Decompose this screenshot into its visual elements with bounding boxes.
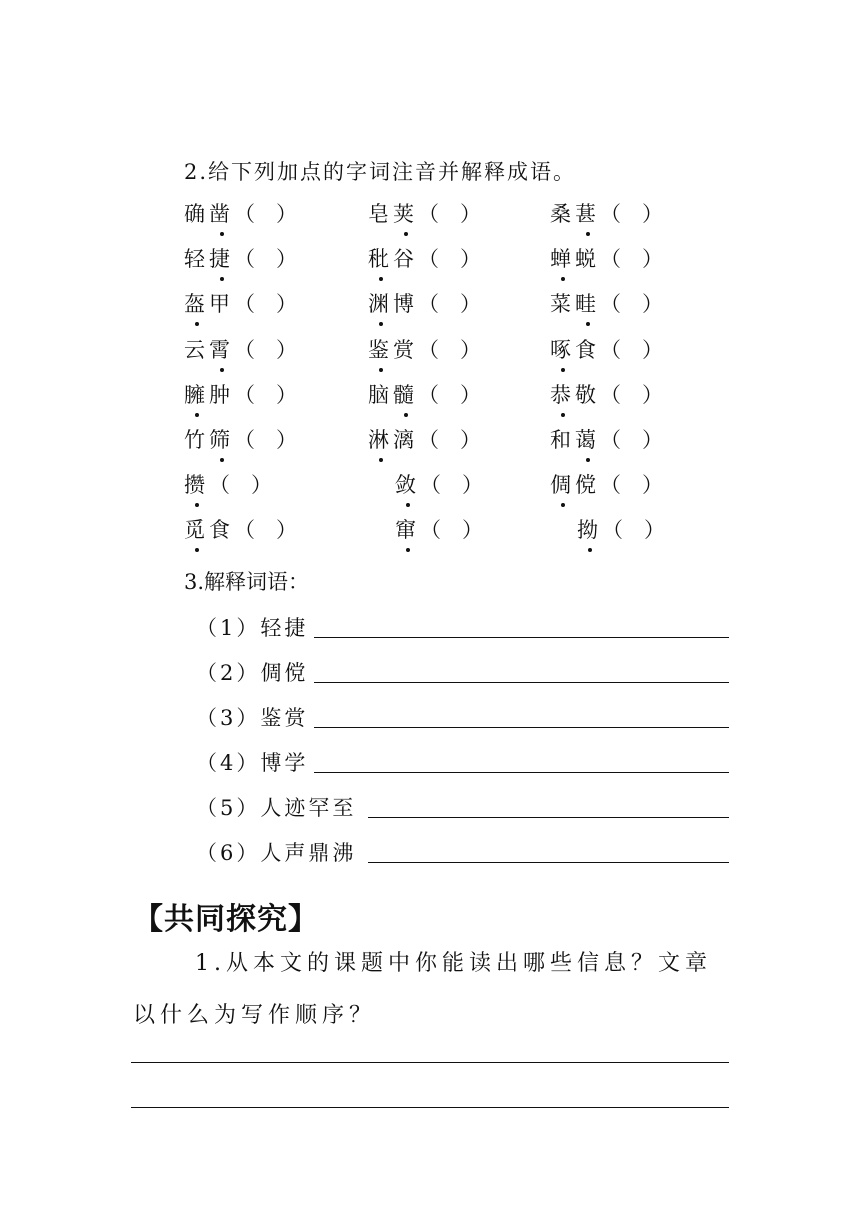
dotted-char: 啄 xyxy=(550,337,575,362)
word-char: 漓 xyxy=(393,428,418,452)
word-item xyxy=(184,288,297,318)
dotted-char: 捷 xyxy=(209,247,234,272)
dotted-char: 秕 xyxy=(368,247,393,272)
answer-line[interactable] xyxy=(314,637,729,638)
dotted-char: 蔼 xyxy=(575,428,600,452)
answer-paren[interactable]: （ ） xyxy=(234,202,297,226)
dotted-char: 倜 xyxy=(550,473,575,498)
answer-line[interactable] xyxy=(368,862,729,863)
answer-paren[interactable]: （ ） xyxy=(234,337,297,362)
dotted-char: 霄 xyxy=(209,337,234,362)
item-number: （3） xyxy=(196,706,261,730)
answer-paren[interactable]: （ ） xyxy=(234,247,297,272)
answer-paren[interactable]: （ ） xyxy=(209,473,272,498)
word-item xyxy=(577,514,665,544)
word-char: 食 xyxy=(209,518,234,543)
section2-title: 2.给下列加点的字词注音并解释成语。 xyxy=(184,160,577,184)
definition-item xyxy=(196,792,356,822)
word-item xyxy=(368,243,481,273)
question-text: 1.从本文的课题中你能读出哪些信息？文章以什么为写作顺序？ xyxy=(133,951,712,1028)
section3-title: 3.解释词语： xyxy=(184,570,310,594)
word-char: 赏 xyxy=(393,337,418,362)
answer-paren[interactable]: （ ） xyxy=(420,518,483,543)
word-char: 脑 xyxy=(368,382,393,407)
section-heading: 【共同探究】 xyxy=(133,902,319,937)
answer-paren[interactable]: （ ） xyxy=(600,428,663,452)
item-word: 轻捷 xyxy=(260,616,309,640)
item-word: 鉴赏 xyxy=(260,706,309,730)
word-char: 蜕 xyxy=(575,247,600,272)
answer-line[interactable] xyxy=(314,682,729,683)
dotted-char: 觅 xyxy=(184,518,209,543)
dotted-char: 凿 xyxy=(209,202,234,226)
dotted-char: 髓 xyxy=(393,382,418,407)
answer-paren[interactable]: （ ） xyxy=(234,382,297,407)
word-item xyxy=(395,469,483,499)
word-item xyxy=(184,514,297,544)
dotted-char: 畦 xyxy=(575,292,600,317)
word-item xyxy=(184,334,297,364)
item-number: （2） xyxy=(196,661,261,685)
word-item xyxy=(395,514,483,544)
word-char: 确 xyxy=(184,202,209,226)
answer-paren[interactable]: （ ） xyxy=(418,292,481,317)
answer-paren[interactable]: （ ） xyxy=(418,382,481,407)
definition-item xyxy=(196,612,308,642)
word-char: 云 xyxy=(184,337,209,362)
word-char: 和 xyxy=(550,428,575,452)
item-number: （4） xyxy=(196,751,261,775)
word-item xyxy=(368,288,481,318)
item-number: （5） xyxy=(196,796,261,820)
word-item xyxy=(184,424,297,454)
answer-paren[interactable]: （ ） xyxy=(602,518,665,543)
dotted-char: 敛 xyxy=(395,473,420,498)
word-char: 桑 xyxy=(550,202,575,226)
dotted-char: 渊 xyxy=(368,292,393,317)
definition-item xyxy=(196,837,356,867)
word-row xyxy=(0,288,860,328)
dotted-char: 臃 xyxy=(184,382,209,407)
dotted-char: 拗 xyxy=(577,518,602,543)
word-row xyxy=(0,469,860,509)
dotted-char: 蝉 xyxy=(550,247,575,272)
answer-line[interactable] xyxy=(368,817,729,818)
word-item xyxy=(368,424,481,454)
dotted-char: 葚 xyxy=(575,202,600,226)
word-item xyxy=(368,379,481,409)
word-row xyxy=(0,198,860,238)
answer-paren[interactable]: （ ） xyxy=(420,473,483,498)
answer-paren[interactable]: （ ） xyxy=(418,428,481,452)
word-item xyxy=(550,334,663,364)
word-char: 谷 xyxy=(393,247,418,272)
word-char: 皂 xyxy=(368,202,393,226)
word-char: 竹 xyxy=(184,428,209,452)
word-char: 甲 xyxy=(209,292,234,317)
word-item xyxy=(550,379,663,409)
word-row xyxy=(0,334,860,374)
word-item xyxy=(550,424,663,454)
answer-line[interactable] xyxy=(314,772,729,773)
word-item xyxy=(550,198,663,228)
answer-line[interactable] xyxy=(314,727,729,728)
answer-paren[interactable]: （ ） xyxy=(234,292,297,317)
answer-paren[interactable]: （ ） xyxy=(600,382,663,407)
dotted-char: 盔 xyxy=(184,292,209,317)
word-char: 菜 xyxy=(550,292,575,317)
word-item xyxy=(368,334,481,364)
word-char: 傥 xyxy=(575,473,600,498)
answer-paren[interactable]: （ ） xyxy=(600,292,663,317)
item-number: （1） xyxy=(196,616,261,640)
word-item xyxy=(184,379,297,409)
answer-paren[interactable]: （ ） xyxy=(418,337,481,362)
definition-item xyxy=(196,747,308,777)
item-word: 倜傥 xyxy=(260,661,309,685)
answer-paren[interactable]: （ ） xyxy=(600,337,663,362)
word-char: 敬 xyxy=(575,382,600,407)
item-word: 人迹罕至 xyxy=(260,796,357,820)
word-row xyxy=(0,514,860,554)
definition-item xyxy=(196,657,308,687)
answer-paren[interactable]: （ ） xyxy=(418,202,481,226)
definition-item xyxy=(196,702,308,732)
item-number: （6） xyxy=(196,841,261,865)
dotted-char: 恭 xyxy=(550,382,575,407)
dotted-char: 鉴 xyxy=(368,337,393,362)
word-row xyxy=(0,424,860,464)
item-word: 博学 xyxy=(260,751,309,775)
word-item xyxy=(184,243,297,273)
word-char: 博 xyxy=(393,292,418,317)
answer-paren[interactable]: （ ） xyxy=(234,428,297,452)
dotted-char: 攒 xyxy=(184,473,209,498)
dotted-char: 窜 xyxy=(395,518,420,543)
answer-line[interactable] xyxy=(131,1107,729,1108)
dotted-char: 筛 xyxy=(209,428,234,452)
word-item xyxy=(550,243,663,273)
dotted-char: 荚 xyxy=(393,202,418,226)
answer-paren[interactable]: （ ） xyxy=(600,202,663,226)
answer-paren[interactable]: （ ） xyxy=(600,473,663,498)
dotted-char: 淋 xyxy=(368,428,393,452)
word-row xyxy=(0,243,860,283)
word-item xyxy=(184,469,272,499)
word-char: 肿 xyxy=(209,382,234,407)
answer-line[interactable] xyxy=(131,1062,729,1063)
word-item xyxy=(550,469,663,499)
word-item xyxy=(184,198,297,228)
item-word: 人声鼎沸 xyxy=(260,841,357,865)
word-char: 轻 xyxy=(184,247,209,272)
word-item xyxy=(550,288,663,318)
word-char: 食 xyxy=(575,337,600,362)
answer-paren[interactable]: （ ） xyxy=(600,247,663,272)
word-row xyxy=(0,379,860,419)
word-item xyxy=(368,198,481,228)
answer-paren[interactable]: （ ） xyxy=(418,247,481,272)
answer-paren[interactable]: （ ） xyxy=(234,518,297,543)
